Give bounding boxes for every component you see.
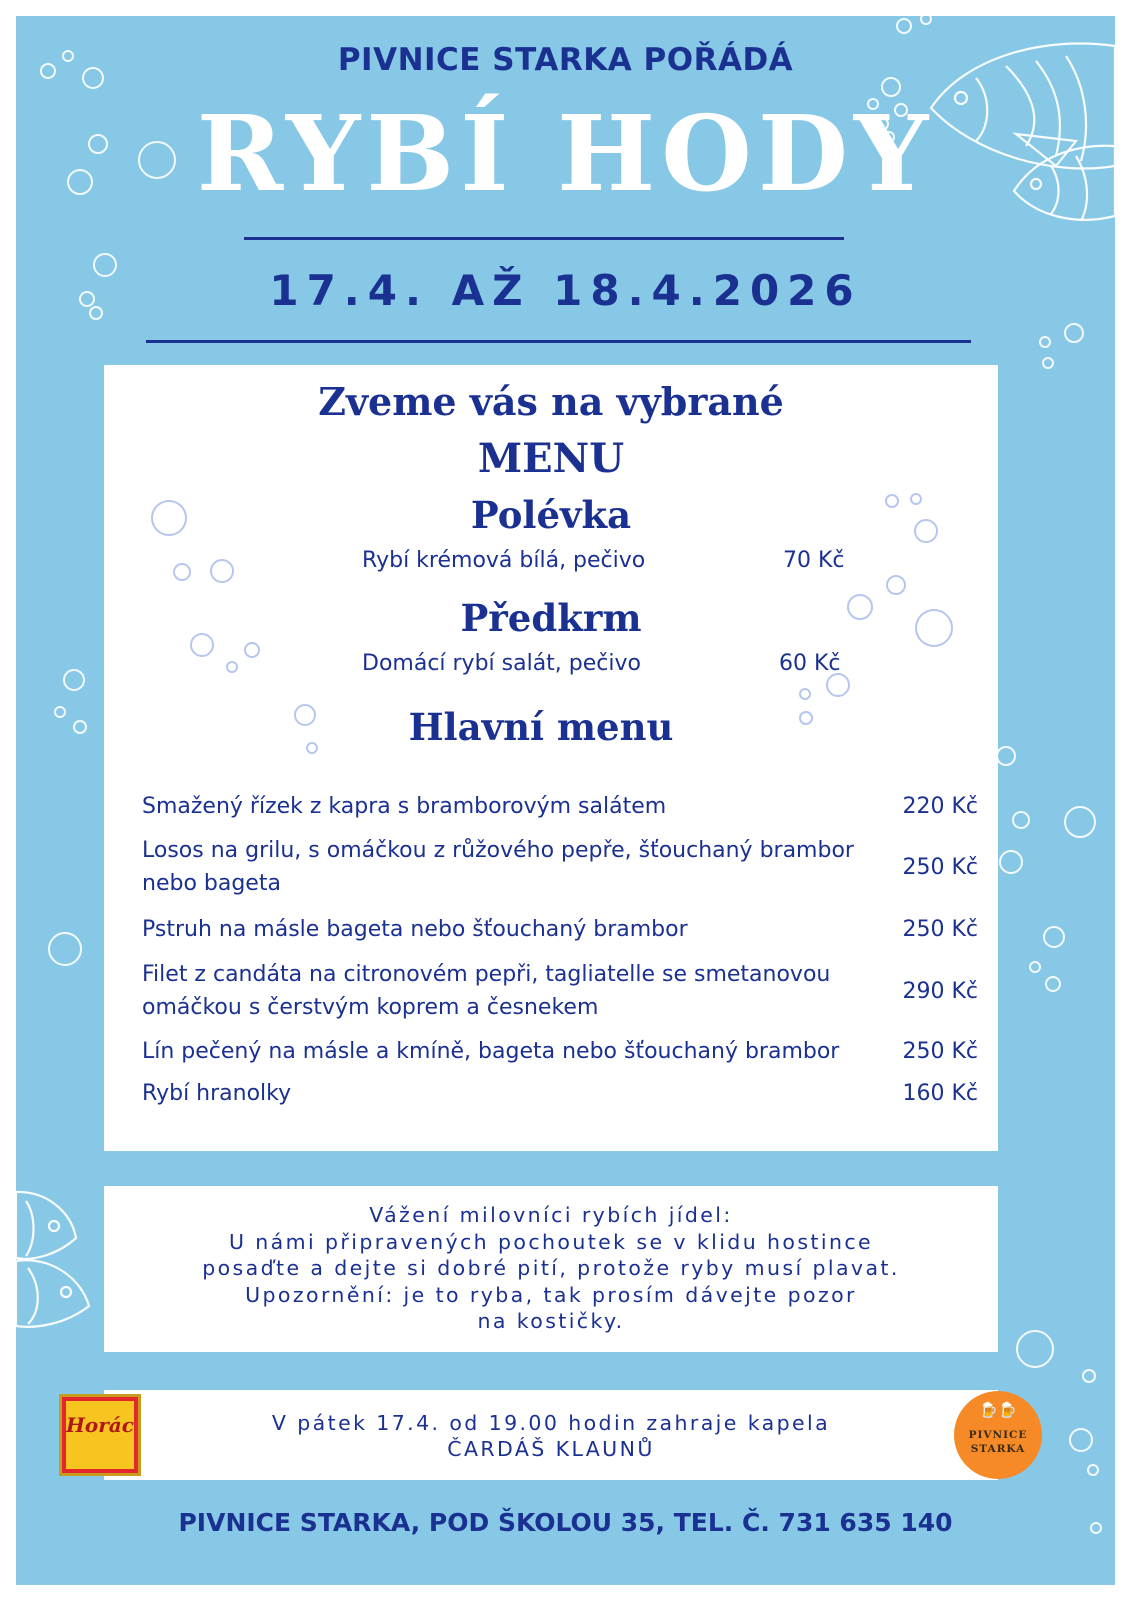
dish-name: Rybí hranolky [142, 1080, 292, 1106]
bubble-icon [174, 564, 190, 580]
starter-heading: Předkrm [460, 596, 642, 640]
bubble-icon [74, 721, 86, 733]
organizer-line: PIVNICE STARKA POŘÁDÁ [337, 42, 794, 78]
horac-logo [59, 1394, 141, 1476]
dish-name: Pstruh na másle bageta nebo šťouchaný brambor [142, 916, 688, 942]
bubble-icon [1017, 1331, 1053, 1367]
bubble-icon [49, 933, 81, 965]
bubble-icon [55, 707, 65, 717]
horac-logo-text: Horác [66, 1413, 134, 1437]
list-item [142, 951, 978, 1031]
bubble-icon [1000, 851, 1022, 873]
list-item [142, 1031, 978, 1071]
notice-line: na kostičky. [477, 1309, 625, 1333]
dish-price: 290 Kč [902, 978, 978, 1004]
dish-name: Lín pečený na másle a kmíně, bageta nebo šťouchaný brambor [142, 1038, 840, 1064]
notice-line: posaďte a dejte si dobré pití, protože ryby musí plavat. [202, 1256, 900, 1280]
notice-text [104, 1202, 998, 1335]
bubble-icon [827, 674, 849, 696]
bubble-icon [227, 662, 237, 672]
event-title: RYBÍ HODY [196, 92, 935, 215]
starka-logo [954, 1391, 1042, 1479]
dish-price: 220 Kč [902, 793, 978, 819]
bubble-icon [1088, 1465, 1098, 1475]
bubble-icon [1040, 337, 1050, 347]
dish-price: 250 Kč [902, 916, 978, 942]
soup-price: 70 Kč [783, 548, 845, 573]
band-card [104, 1390, 998, 1480]
menu-heading: MENU [477, 435, 625, 482]
bubble-icon [1030, 962, 1040, 972]
bubble-icon [897, 19, 911, 33]
footer-contact: PIVNICE STARKA, POD ŠKOLOU 35, TEL. Č. 731 635 140 [178, 1508, 953, 1537]
list-item [142, 1071, 978, 1115]
poster [16, 16, 1115, 1585]
dish-name: Losos na grilu, s omáčkou z růžového pepře, šťouchaný brambor nebo bageta [142, 838, 854, 896]
list-item [142, 907, 978, 951]
fish-icon [16, 1192, 76, 1259]
event-date: 17.4. AŽ 18.4.2026 [269, 266, 862, 315]
notice-line: U námi připravených pochoutek se v klidu hostince [228, 1229, 874, 1254]
bubble-icon [921, 16, 931, 24]
bubble-icon [1046, 977, 1060, 991]
soup-heading: Polévka [470, 493, 632, 537]
band-line: V pátek 17.4. od 19.00 hodin zahraje kapela [271, 1411, 831, 1435]
bubble-icon [1013, 812, 1029, 828]
bubble-icon [64, 670, 84, 690]
bubble-icon [1083, 1370, 1095, 1382]
starter-item: Domácí rybí salát, pečivo [362, 651, 641, 676]
dish-name: Filet z candáta na citronovém pepři, tagliatelle se smetanovou omáčkou s čerstvým koprem a česnekem [142, 962, 831, 1020]
bubble-icon [1065, 807, 1095, 837]
bubble-icon [211, 560, 233, 582]
divider [244, 237, 844, 240]
band-text [104, 1410, 998, 1462]
bubble-icon [1044, 927, 1064, 947]
menu-intro: Zveme vás na vybrané [318, 379, 784, 424]
dish-price: 160 Kč [902, 1080, 978, 1106]
list-item [142, 827, 978, 907]
starka-logo-line2: STARKA [970, 1443, 1026, 1455]
bubble-icon [1043, 358, 1053, 368]
horac-logo-inner [66, 1401, 134, 1469]
main-heading: Hlavní menu [408, 705, 674, 749]
dish-price: 250 Kč [902, 854, 978, 880]
bubble-icon [245, 643, 259, 657]
bubble-icon [1070, 1429, 1092, 1451]
bubble-icon [887, 576, 905, 594]
dish-price: 250 Kč [902, 1038, 978, 1064]
dish-name: Smažený řízek z kapra s bramborovým salátem [142, 793, 667, 819]
divider [146, 340, 971, 343]
notice-line: Upozornění: je to ryba, tak prosím dávejte pozor [245, 1282, 857, 1307]
menu-card [104, 365, 998, 1151]
starter-price: 60 Kč [779, 651, 841, 676]
band-name: ČARDÁŠ KLAUNŮ [447, 1437, 655, 1461]
notice-line: Vážení milovníci rybích jídel: [369, 1203, 733, 1227]
bubble-icon [800, 689, 810, 699]
bubble-icon [1065, 324, 1083, 342]
bubble-icon [997, 747, 1015, 765]
fish-icon [16, 1260, 89, 1327]
main-menu-list [142, 785, 978, 1115]
beer-mugs-icon: 🍺🍺 [979, 1401, 1017, 1419]
list-item [142, 785, 978, 827]
soup-item: Rybí krémová bílá, pečivo [362, 548, 646, 573]
starka-logo-line1: PIVNICE [968, 1429, 1028, 1441]
notice-card [104, 1186, 998, 1352]
